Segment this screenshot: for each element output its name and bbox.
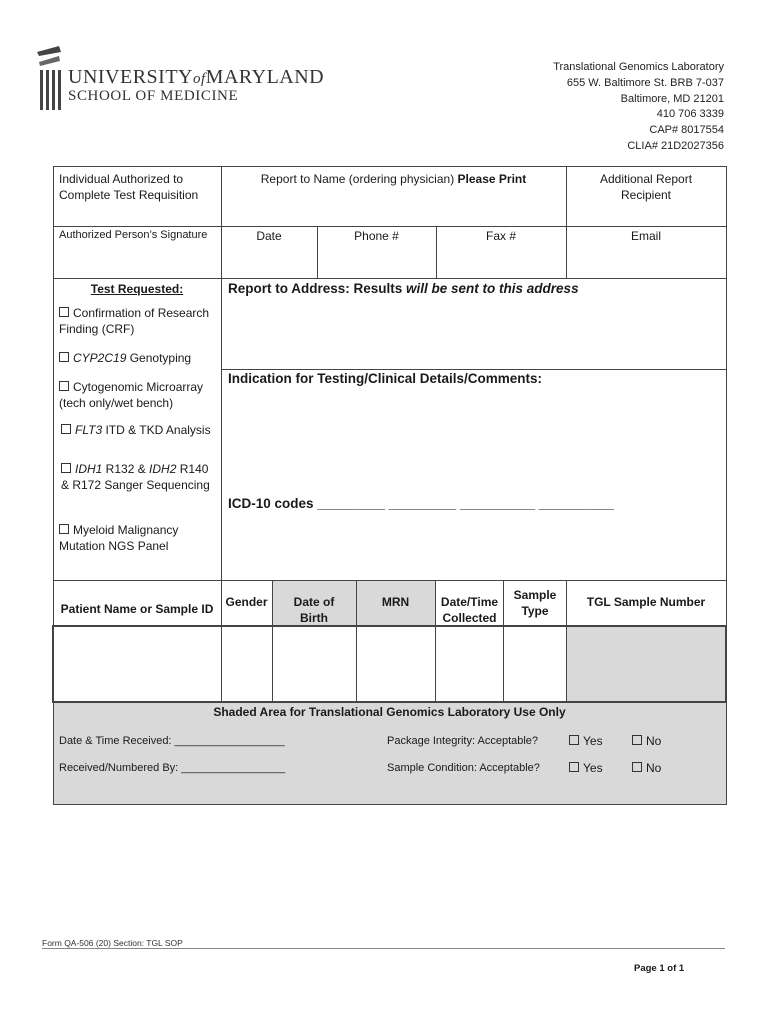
received-by-field[interactable]: Received/Numbered By: _________________ xyxy=(59,762,286,774)
lab-address xyxy=(553,60,724,155)
test-option-crf[interactable]: Confirmation of Research Finding (CRF) xyxy=(59,306,210,336)
phone-label: Phone # xyxy=(354,229,399,243)
package-no-option[interactable]: No xyxy=(632,734,661,748)
indication-label: Indication for Testing/Clinical Details/Comments: xyxy=(228,371,543,386)
additional-recipient-label: Additional Report Recipient xyxy=(599,172,693,202)
test-option-flt3[interactable]: FLT3 ITD & TKD Analysis xyxy=(61,422,211,438)
checkbox-icon[interactable] xyxy=(59,524,69,534)
email-label: Email xyxy=(630,229,661,243)
date-collected-field[interactable] xyxy=(436,628,502,700)
tgl-number-header: TGL Sample Number xyxy=(586,595,706,609)
date-label: Date xyxy=(256,229,282,243)
test-requested-heading: Test Requested: xyxy=(90,282,184,296)
date-collected-header: Date/Time Collected xyxy=(440,595,499,625)
checkbox-icon[interactable] xyxy=(59,352,69,362)
mrn-field[interactable] xyxy=(357,628,434,700)
test-option-myeloid-ngs[interactable]: Myeloid Malignancy Mutation NGS Panel xyxy=(59,523,179,553)
authorized-individual-label: Individual Authorized to Complete Test Requisition xyxy=(59,172,199,202)
university-logo-icon xyxy=(35,44,63,116)
shade-tgl-number xyxy=(566,625,726,702)
lab-street: 655 W. Baltimore St. BRB 7-037 xyxy=(566,76,724,89)
lab-cap: CAP# 8017554 xyxy=(649,124,724,137)
lab-city: Baltimore, MD 21201 xyxy=(620,92,724,105)
patient-name-header: Patient Name or Sample ID xyxy=(60,602,214,616)
checkbox-icon[interactable] xyxy=(59,381,69,391)
gender-header: Gender xyxy=(225,595,268,609)
checkbox-icon[interactable] xyxy=(569,762,579,772)
signature-label: Authorized Person’s Signature xyxy=(59,229,208,241)
sample-type-header: Sample Type xyxy=(513,588,557,618)
checkbox-icon[interactable] xyxy=(61,463,71,473)
condition-no-option[interactable]: No xyxy=(632,761,661,775)
checkbox-icon[interactable] xyxy=(569,735,579,745)
icd10-codes-field[interactable]: ICD-10 codes _________ _________ __________ __________ xyxy=(228,496,614,511)
package-integrity-label: Package Integrity: Acceptable? xyxy=(387,735,539,747)
fax-label: Fax # xyxy=(485,229,516,243)
sample-type-field[interactable] xyxy=(504,628,565,700)
sample-condition-label: Sample Condition: Acceptable? xyxy=(387,762,540,774)
checkbox-icon[interactable] xyxy=(632,735,642,745)
lab-name: Translational Genomics Laboratory xyxy=(553,61,724,73)
report-to-name-label: Report to Name (ordering physician) Please Print xyxy=(260,172,527,186)
date-received-field[interactable]: Date & Time Received: __________________ xyxy=(59,735,285,747)
logo-school-text: SCHOOL OF MEDICINE xyxy=(68,88,239,104)
patient-name-field[interactable] xyxy=(55,628,220,700)
test-option-microarray[interactable]: Cytogenomic Microarray (tech only/wet bench) xyxy=(59,380,204,410)
lab-phone: 410 706 3339 xyxy=(656,108,724,121)
checkbox-icon[interactable] xyxy=(61,424,71,434)
logo-university-text: UNIVERSITYofMARYLAND xyxy=(68,66,325,88)
report-address-label: Report to Address: Results will be sent to this address xyxy=(228,281,579,296)
gender-field[interactable] xyxy=(222,628,271,700)
page-number: Page 1 of 1 xyxy=(634,963,685,974)
mrn-header: MRN xyxy=(381,595,410,609)
lab-clia: CLIA# 21D2027356 xyxy=(627,139,724,152)
lab-use-heading: Shaded Area for Translational Genomics Laboratory Use Only xyxy=(213,705,566,719)
dob-field[interactable] xyxy=(273,628,355,700)
form-number: Form QA-506 (20) Section: TGL SOP xyxy=(42,938,183,948)
test-option-cyp2c19[interactable]: CYP2C19 Genotyping xyxy=(59,350,219,366)
package-yes-option[interactable]: Yes xyxy=(569,734,603,748)
checkbox-icon[interactable] xyxy=(59,307,69,317)
dob-header: Date of Birth xyxy=(293,595,335,625)
condition-yes-option[interactable]: Yes xyxy=(569,761,603,775)
checkbox-icon[interactable] xyxy=(632,762,642,772)
test-option-idh[interactable]: IDH1 R132 & IDH2 R140 & R172 Sanger Sequencing xyxy=(61,462,210,492)
